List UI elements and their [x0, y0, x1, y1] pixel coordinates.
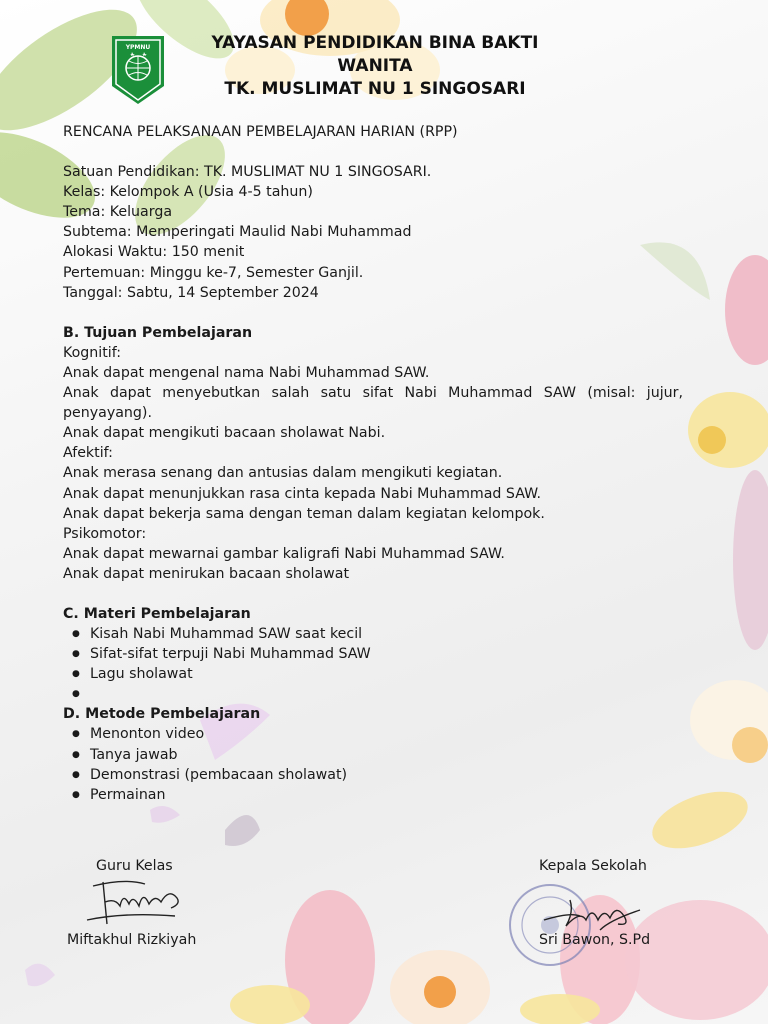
logo-lettering: YPMNU [125, 44, 151, 51]
section-heading-materi: C. Materi Pembelajaran [63, 605, 251, 622]
organization-name [175, 32, 575, 101]
identity-line: Tema: Keluarga [63, 204, 173, 221]
list-item: ● Tanya jawab [63, 745, 683, 765]
objective-line: Anak merasa senang dan antusias dalam mengikuti kegiatan. [63, 465, 503, 482]
section-heading-metode: D. Metode Pembelajaran [63, 706, 261, 723]
school-name: TK. MUSLIMAT NU 1 SINGOSARI [224, 79, 526, 99]
objective-line: Anak dapat mengikuti bacaan sholawat Nabi. [63, 425, 386, 442]
identity-line: Tanggal: Sabtu, 14 September 2024 [63, 284, 319, 301]
metode-list [63, 724, 683, 804]
materi-list [63, 624, 683, 704]
identity-line: Pertemuan: Minggu ke-7, Semester Ganjil. [63, 264, 364, 281]
principal-name: Sri Bawon, S.Pd [539, 932, 651, 948]
objective-line: Anak dapat bekerja sama dengan teman dalam kegiatan kelompok. [63, 505, 545, 522]
principal-role-label: Kepala Sekolah [539, 858, 647, 874]
school-logo-icon [110, 34, 166, 106]
list-item: ● Demonstrasi (pembacaan sholawat) [63, 765, 683, 785]
section-heading-tujuan: B. Tujuan Pembelajaran [63, 324, 253, 341]
list-item: ● Lagu sholawat [63, 664, 683, 684]
teacher-role-label: Guru Kelas [96, 858, 173, 874]
subheading-kognitif: Kognitif: [63, 344, 121, 361]
list-item: ● Sifat-sifat terpuji Nabi Muhammad SAW [63, 644, 683, 664]
list-item: ● Kisah Nabi Muhammad SAW saat kecil [63, 624, 683, 644]
identity-line: Subtema: Memperingati Maulid Nabi Muhammad [63, 224, 412, 241]
objective-line: Anak dapat menunjukkan rasa cinta kepada Nabi Muhammad SAW. [63, 485, 542, 502]
list-item: ● Permainan [63, 785, 683, 805]
list-item [63, 684, 683, 704]
teacher-name: Miftakhul Rizkiyah [67, 932, 197, 948]
identity-line: Kelas: Kelompok A (Usia 4-5 tahun) [63, 184, 313, 201]
list-item: ● Menonton video [63, 724, 683, 744]
identity-line: Alokasi Waktu: 150 menit [63, 244, 245, 261]
identity-line: Satuan Pendidikan: TK. MUSLIMAT NU 1 SINGOSARI. [63, 164, 432, 181]
foundation-name: YAYASAN PENDIDIKAN BINA BAKTI WANITA [211, 33, 539, 76]
subheading-afektif: Afektif: [63, 445, 113, 462]
objective-line: Anak dapat mengenal nama Nabi Muhammad SAW. [63, 364, 430, 381]
teacher-signature [85, 872, 195, 932]
lesson-plan-body [63, 122, 683, 805]
objective-line: Anak dapat menyebutkan salah satu sifat Nabi Muhammad SAW (misal: jujur, penyayang). [63, 385, 683, 422]
objective-line: Anak dapat mewarnai gambar kaligrafi Nabi Muhammad SAW. [63, 545, 505, 562]
subheading-psikomotor: Psikomotor: [63, 525, 147, 542]
objective-line: Anak dapat menirukan bacaan sholawat [63, 565, 350, 582]
document-title: RENCANA PELAKSANAAN PEMBELAJARAN HARIAN (RPP) [63, 124, 458, 140]
